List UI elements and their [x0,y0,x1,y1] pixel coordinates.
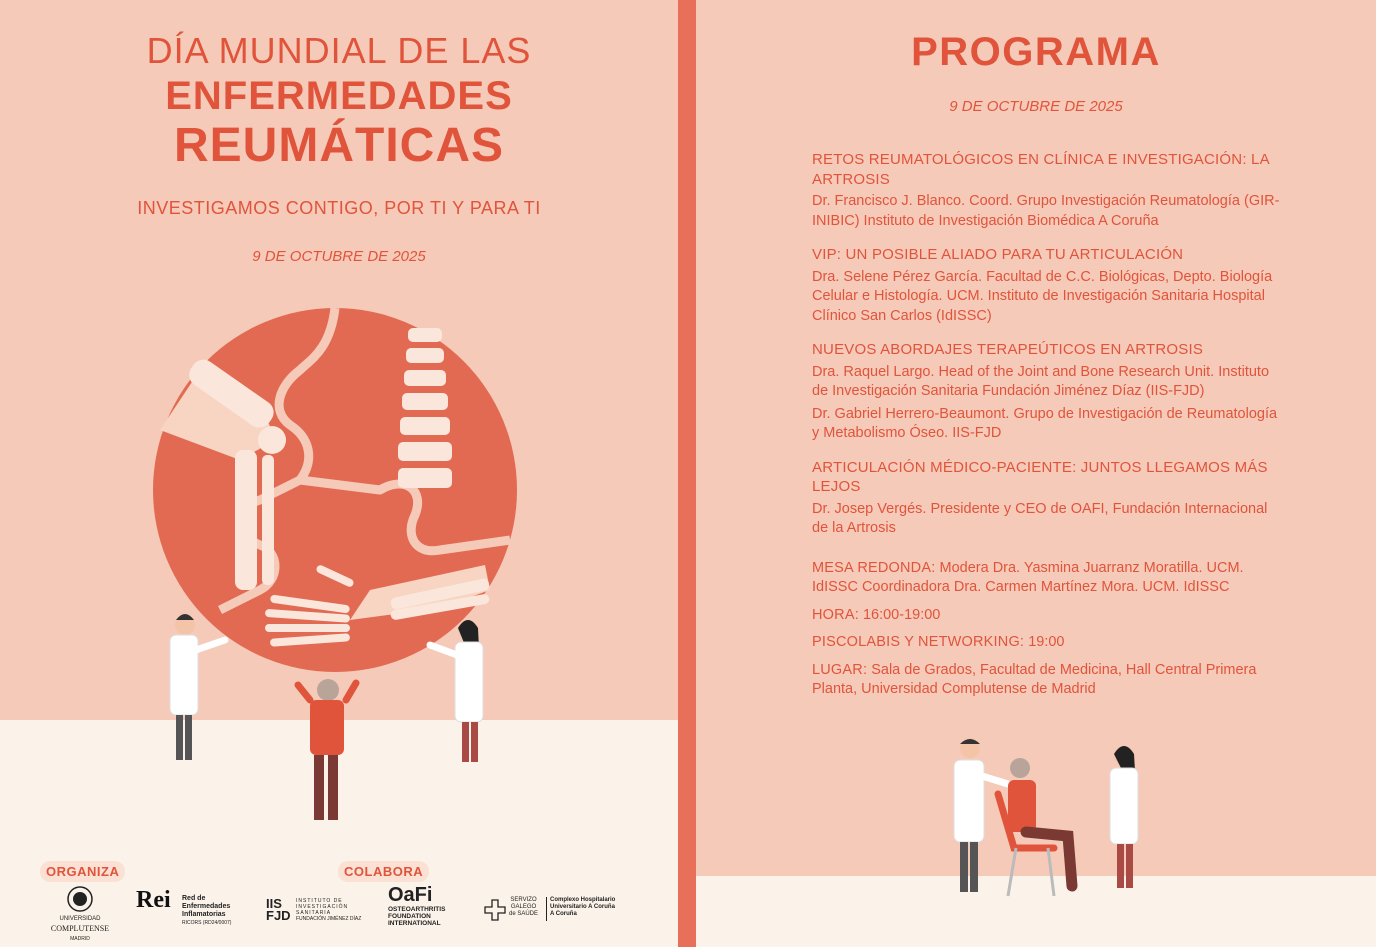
knee-cap [258,426,286,454]
iis-mark2: FJD [266,908,291,923]
hora [812,606,1282,626]
poster-title-line3: REUMÁTICAS [174,119,504,172]
sergas-line1: SERVIZO [510,897,537,903]
oafi-line2: FOUNDATION [388,913,431,920]
ucm-line2: COMPLUTENSE [50,924,110,933]
lugar-text: Sala de Grados, Facultad de Medicina, Hall Central Primera Planta, Universidad Complutense de Madrid [812,661,1257,697]
sergas-cross-icon [484,899,506,921]
iis-line2: INVESTIGACIÓN [296,904,349,910]
patient-figure [298,679,356,820]
mesa-label: MESA REDONDA: [812,559,936,576]
oafi-line3: INTERNATIONAL [388,920,441,927]
lugar [812,661,1282,700]
doctor-standing-figure [954,738,1008,892]
piscolabis [812,633,1282,653]
ucm-line3: MADRID [70,936,90,942]
ucm-line1: UNIVERSIDAD [59,916,101,922]
oafi-logo [388,884,468,927]
fibula-bone [262,455,274,585]
puzzle-illustration [140,290,540,850]
sergas-line3: de SAÚDE [509,911,539,917]
mesa-redonda [812,559,1282,598]
section-title: ARTICULACIÓN MÉDICO-PACIENTE: JUNTOS LLEGAMOS MÁS LEJOS [812,458,1268,495]
oafi-line1: OSTEOARTHRITIS [388,906,446,913]
section-speaker: Dr. Francisco J. Blanco. Coord. Grupo Investigación Reumatología (GIR-INIBIC) Instituto de Investigación Biomédica A Coruña [812,193,1280,229]
poster-title-line2: ENFERMEDADES [165,74,513,118]
iis-line1: INSTITUTO DE [296,898,343,904]
section-title: RETOS REUMATOLÓGICOS EN CLÍNICA E INVESTIGACIÓN: LA ARTROSIS [812,151,1269,188]
chuac-line2: Universitario A Coruña [550,904,615,910]
seated-patient-figure [1008,758,1072,886]
piscolabis-text: 19:00 [1028,634,1065,650]
doctor-left-figure [170,614,225,760]
iis-mark1: IIS [266,896,282,911]
section-speaker: Dr. Josep Vergés. Presidente y CEO de OAFI, Fundación Internacional de la Artrosis [812,500,1268,536]
programa-section [812,458,1282,539]
iis-line4: FUNDACIÓN JIMÉNEZ DÍAZ [296,916,362,922]
mesa-text: Modera Dra. Yasmina Juarranz Moratilla. UCM. IdISSC Coordinadora Dra. Carmen Martínez Mora. UCM. IdISSC [812,559,1244,595]
rei-line3: Inflamatorias [182,911,226,918]
rei-line1: Red de [182,895,206,902]
section-title: NUEVOS ABORDAJES TERAPEÚTICOS EN ARTROSIS [812,341,1204,358]
iis-line3: SANITARIA [296,910,332,916]
chuac-line1: Complexo Hospitalario [550,897,616,903]
section-speaker: Dra. Raquel Largo. Head of the Joint and Bone Research Unit. Instituto de Investigación Sanitaria Fundación Jiménez Díaz (IIS-FJD) [812,363,1270,399]
rei-line2: Enfermedades [182,903,231,910]
colabora-badge: COLABORA [338,861,429,882]
programa-section [812,150,1282,231]
doctor-right-figure [430,620,483,762]
programa-section [812,340,1282,444]
oafi-mark: OaFi [388,884,433,906]
rei-mark: Rei [136,887,171,913]
poster-title-line1: DÍA MUNDIAL DE LAS [146,30,532,71]
section-speaker: Dra. Selene Pérez García. Facultad de C.C. Biológicas, Depto. Biología Celular e Histología. UCM. Instituto de Investigación Sanitaria Hospital Clínico San Carlos (IdISSC) [812,268,1273,324]
tibia-bone [235,450,257,590]
lugar-label: LUGAR: [812,661,868,678]
doctor-right-standing-figure [1110,746,1138,888]
section-title: VIP: UN POSIBLE ALIADO PARA TU ARTICULACIÓN [812,246,1184,263]
programa-list [812,150,1282,708]
hora-label: HORA: [812,606,859,623]
programa-section [812,245,1282,326]
programa-panel [696,0,1376,947]
hora-text: 16:00-19:00 [862,606,941,623]
programa-date: 9 DE OCTUBRE DE 2025 [949,98,1123,115]
section-speaker: Dr. Gabriel Herrero-Beaumont. Grupo de Investigación de Reumatología y Metabolismo Óseo. IIS-FJD [812,405,1278,441]
poster-subtitle: INVESTIGAMOS CONTIGO, POR TI Y PARA TI [137,198,541,218]
ucm-crest-icon [67,886,93,912]
sergas-line2: GALEGO [510,904,537,910]
chuac-line3: A Coruña [550,911,577,917]
poster-date: 9 DE OCTUBRE DE 2025 [252,248,426,265]
ucm-logo [50,886,110,944]
rei-line4: RICORS (RD24/0007) [182,920,232,926]
center-divider [678,0,696,947]
piscolabis-label: PISCOLABIS Y NETWORKING: [812,634,1025,650]
poster-panel [0,0,678,947]
organiza-badge: ORGANIZA [40,861,125,882]
programa-title: PROGRAMA [911,30,1161,74]
consultation-illustration [936,736,1146,901]
